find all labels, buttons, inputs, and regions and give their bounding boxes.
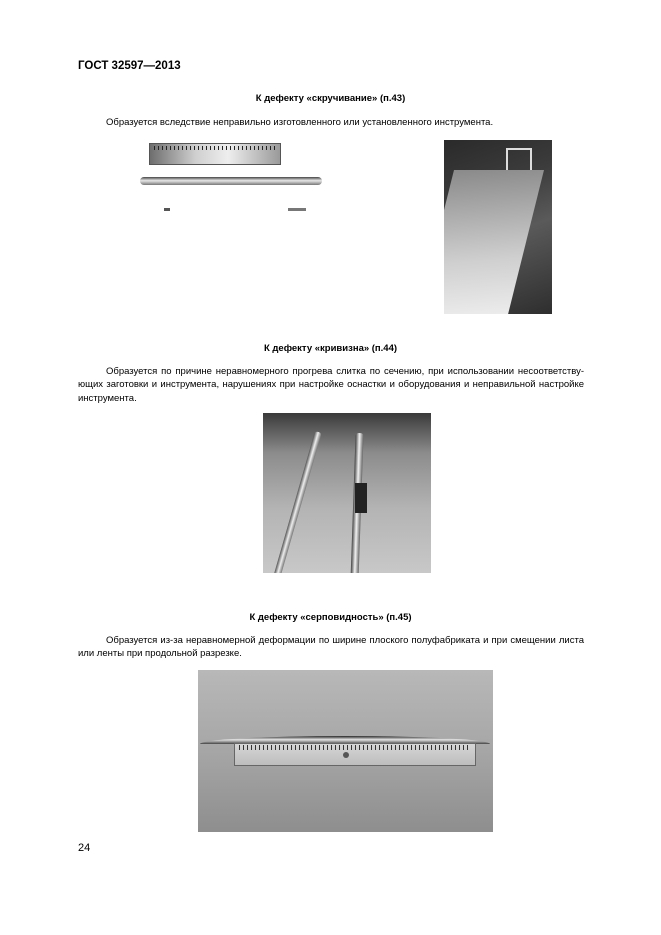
- section-heading-twisting: К дефекту «скручивание» (п.43): [255, 93, 406, 104]
- document-header: ГОСТ 32597—2013: [78, 60, 181, 72]
- ruler-image: [234, 743, 476, 766]
- twisted-sheet-floor-photo: [444, 140, 552, 314]
- curved-bars-photo: [263, 413, 431, 573]
- page-number: 24: [78, 842, 91, 854]
- section-text-twisting-body: Образуется вследствие неправильно изготовленного или установленного инструмента.: [106, 117, 494, 128]
- twisted-strip-photo: [140, 138, 330, 222]
- section-text-curvature: [78, 365, 584, 405]
- curved-bar-image: [274, 431, 322, 573]
- twisted-sheet-image: [444, 170, 544, 314]
- section-text-camber-body: Образуется из-за неравномерной деформации по ширине плоского полуфабриката и при смещении листа или ленты при продольной разрезке.: [78, 635, 584, 660]
- section-text-curvature-body: Образуется по причине неравномерного прогрева слитка по сечению, при использовании несоответствующих заготовки и инструмента, нарушениях при настройке оснастки и оборудования и неправильной настройке инструмента.: [78, 366, 584, 404]
- section-text-camber: [78, 634, 584, 661]
- twisted-strip-image: [140, 177, 322, 185]
- section-heading-curvature: К дефекту «кривизна» (п.44): [263, 343, 398, 354]
- section-heading-camber: К дефекту «серповидность» (п.45): [249, 612, 412, 623]
- camber-strip-photo: [198, 670, 493, 832]
- section-text-twisting: [78, 116, 584, 129]
- ruler-image: [149, 143, 281, 165]
